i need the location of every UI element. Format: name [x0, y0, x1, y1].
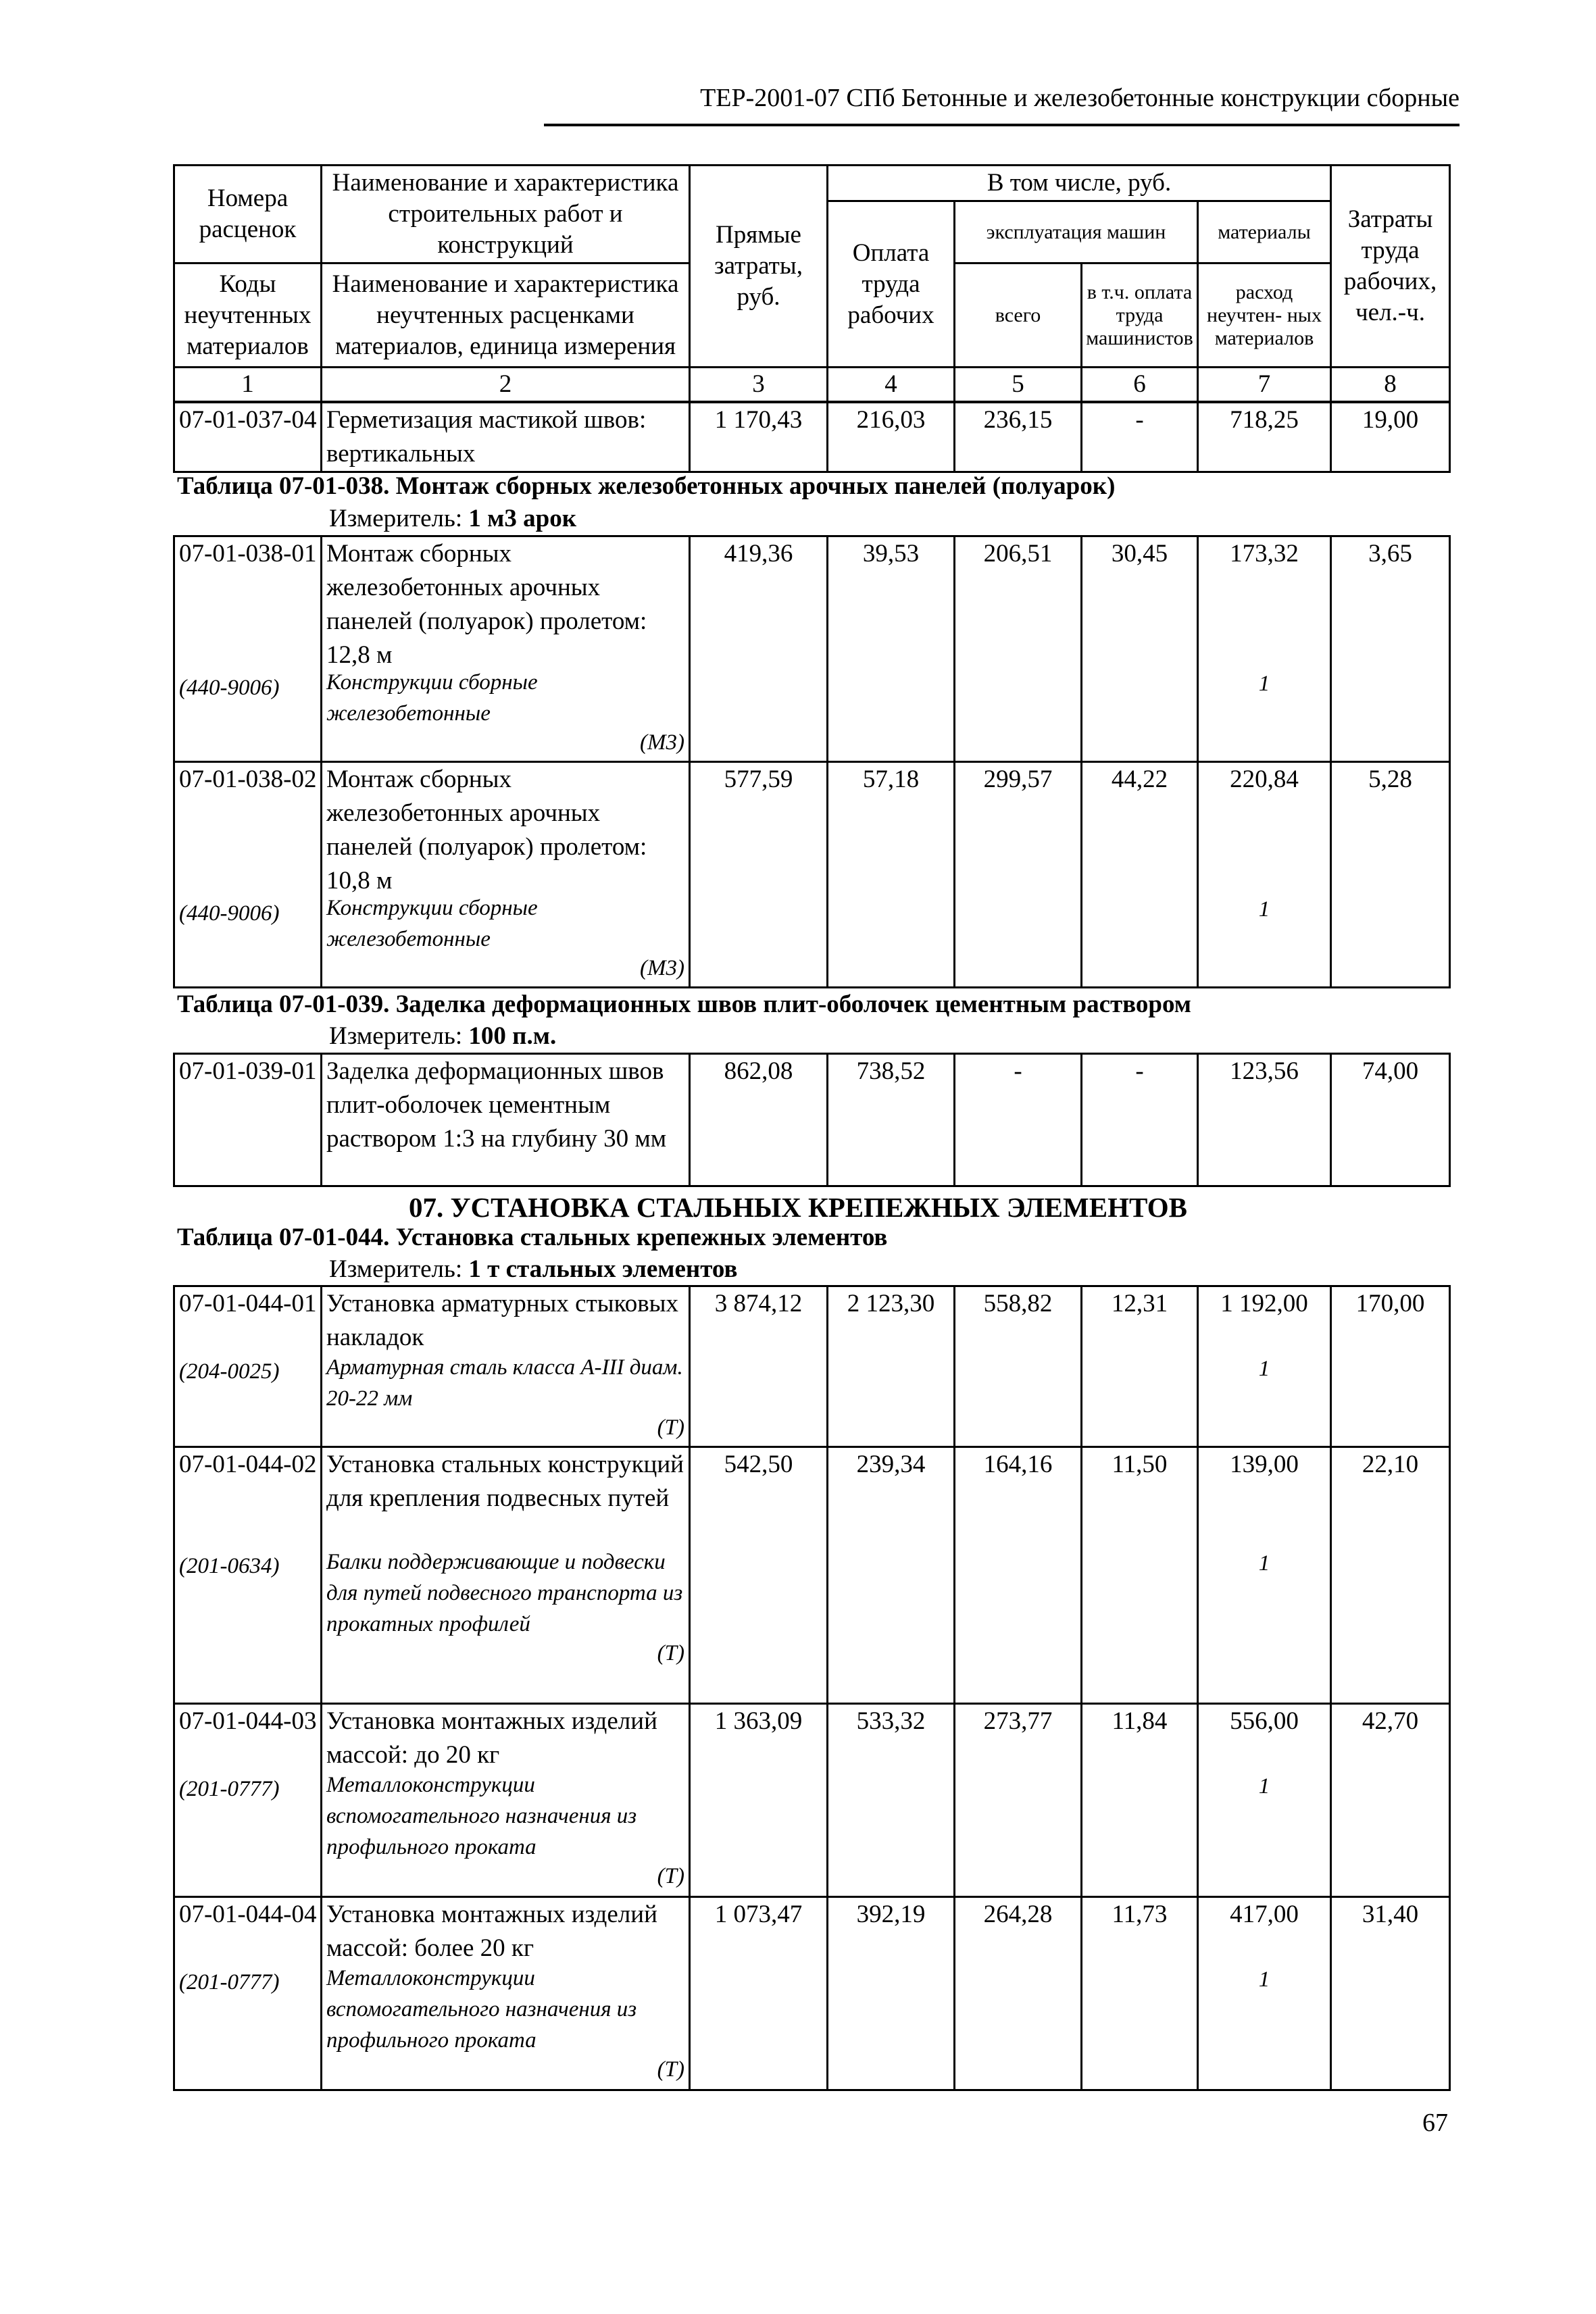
- material-name: Конструкции сборные железобетонные: [326, 670, 538, 726]
- labor-cost: 39,53: [828, 536, 955, 762]
- material-quantity: 1: [1258, 1357, 1270, 1381]
- material-quantity: 1: [1258, 1967, 1270, 1992]
- machines-cost: 558,82: [955, 1286, 1082, 1447]
- col8-header: Затраты труда рабочих, чел.-ч.: [1331, 166, 1450, 368]
- col6-header: в т.ч. оплата труда машинистов: [1082, 263, 1198, 368]
- material-name: Арматурная сталь класса А-III диам. 20-22 мм: [326, 1355, 683, 1411]
- labor-cost: 2 123,30: [828, 1286, 955, 1447]
- direct-cost: 419,36: [690, 536, 828, 762]
- rate-code: 07-01-039-01: [174, 1054, 322, 1186]
- table-row: [174, 1054, 1450, 1186]
- measure-value: 1 т стальных элементов: [468, 1255, 738, 1283]
- material-quantity: 1: [1258, 672, 1270, 696]
- rate-code: 07-01-044-02: [179, 1451, 317, 1478]
- rate-name: Монтаж сборных железобетонных арочных панелей (полуарок) пролетом: 12,8 м: [326, 540, 647, 669]
- material-quantity: 1: [1258, 897, 1270, 922]
- direct-cost: 862,08: [690, 1054, 828, 1186]
- material-quantity: 1: [1258, 1551, 1270, 1576]
- materials-cost: 417,00: [1230, 1901, 1299, 1928]
- materials-header: материалы: [1198, 201, 1331, 263]
- materials-cost: 173,32: [1230, 540, 1299, 568]
- material-code: (201-0777): [179, 1777, 280, 1801]
- material-unit: (Т): [657, 1864, 684, 1888]
- labor-cost: 57,18: [828, 762, 955, 988]
- labor-cost: 533,32: [828, 1704, 955, 1897]
- rate-table-044: [173, 1285, 1451, 2091]
- machines-header: эксплуатация машин: [955, 201, 1198, 263]
- labor-hours: 31,40: [1331, 1897, 1450, 2090]
- material-quantity: 1: [1258, 1774, 1270, 1799]
- materials-cost: 1 192,00: [1220, 1290, 1308, 1317]
- measure-label: Измеритель:: [329, 1022, 463, 1050]
- table-row: [174, 1286, 1450, 1447]
- rate-code: 07-01-037-04: [174, 403, 322, 472]
- col1-bottom-header: Коды неучтенных материалов: [174, 263, 322, 368]
- labor-hours: 5,28: [1331, 762, 1450, 988]
- rate-name: Заделка деформационных швов плит-оболочек цементным раствором 1:3 на глубину 30 мм: [322, 1054, 690, 1186]
- materials-cost: 139,00: [1230, 1451, 1299, 1478]
- direct-cost: 1 073,47: [690, 1897, 828, 2090]
- col-number: 2: [322, 368, 690, 402]
- column-header-table: [173, 164, 1451, 403]
- table-row: [174, 762, 1450, 988]
- material-code: (201-0777): [179, 1970, 280, 1994]
- materials-cost: 718,25: [1198, 403, 1331, 472]
- machinists-cost: 12,31: [1082, 1286, 1198, 1447]
- labor-cost: 239,34: [828, 1447, 955, 1704]
- direct-cost: 542,50: [690, 1447, 828, 1704]
- measure-label: Измеритель:: [329, 1255, 463, 1283]
- labor-hours: 42,70: [1331, 1704, 1450, 1897]
- materials-cost: 556,00: [1230, 1707, 1299, 1735]
- rate-name: Установка стальных конструкций для крепления подвесных путей: [326, 1451, 684, 1512]
- table-row: [174, 1897, 1450, 2090]
- machines-cost: 236,15: [955, 403, 1082, 472]
- material-name: Металлоконструкции вспомогательного назначения из профильного проката: [326, 1773, 637, 1859]
- machinists-cost: 11,73: [1082, 1897, 1198, 2090]
- material-code: (201-0634): [179, 1554, 280, 1578]
- direct-cost: 3 874,12: [690, 1286, 828, 1447]
- col-number: 1: [174, 368, 322, 402]
- material-name: Балки поддерживающие и подвески для путей подвесного транспорта из прокатных профилей: [326, 1550, 683, 1636]
- col-number: 5: [955, 368, 1082, 402]
- machinists-cost: 44,22: [1082, 762, 1198, 988]
- labor-cost: 392,19: [828, 1897, 955, 2090]
- col1-top-header: Номера расценок: [174, 166, 322, 263]
- material-unit: (Т): [657, 1641, 684, 1665]
- labor-hours: 19,00: [1331, 403, 1450, 472]
- material-code: (204-0025): [179, 1359, 280, 1384]
- machines-cost: 273,77: [955, 1704, 1082, 1897]
- labor-hours: 22,10: [1331, 1447, 1450, 1704]
- material-unit: (Т): [657, 1415, 684, 1440]
- labor-cost: 216,03: [828, 403, 955, 472]
- direct-cost: 1 363,09: [690, 1704, 828, 1897]
- col-number: 7: [1198, 368, 1331, 402]
- rate-code: 07-01-038-02: [179, 765, 317, 793]
- col-number: 3: [690, 368, 828, 402]
- rate-code: 07-01-044-04: [179, 1901, 317, 1928]
- rate-table-038: [173, 535, 1451, 988]
- table-row: [174, 536, 1450, 762]
- direct-cost: 577,59: [690, 762, 828, 988]
- page-number: 67: [1422, 2109, 1448, 2137]
- rate-table-037: [173, 401, 1451, 473]
- col-number: 6: [1082, 368, 1198, 402]
- material-unit: (Т): [657, 2057, 684, 2082]
- col-number: 8: [1331, 368, 1450, 402]
- rate-name: Герметизация мастикой швов: вертикальных: [322, 403, 690, 472]
- measure-unit: [329, 1255, 737, 1284]
- measure-unit: [329, 504, 576, 534]
- including-header: В том числе, руб.: [828, 166, 1331, 201]
- rate-name: Установка монтажных изделий массой: более 20 кг: [326, 1901, 657, 1962]
- measure-unit: [329, 1022, 556, 1051]
- machinists-cost: 11,84: [1082, 1704, 1198, 1897]
- labor-hours: 170,00: [1331, 1286, 1450, 1447]
- material-name: Конструкции сборные железобетонные: [326, 896, 538, 951]
- rate-name: Установка монтажных изделий массой: до 20 кг: [326, 1707, 657, 1769]
- machines-cost: -: [955, 1054, 1082, 1186]
- rate-code: 07-01-044-03: [179, 1707, 317, 1735]
- labor-cost: 738,52: [828, 1054, 955, 1186]
- table-row: [174, 1447, 1450, 1704]
- table-row: [174, 1704, 1450, 1897]
- measure-label: Измеритель:: [329, 505, 463, 532]
- material-code: (440-9006): [179, 676, 280, 700]
- col2-bottom-header: Наименование и характеристика неучтенных расценками материалов, единица измерения: [322, 263, 690, 368]
- header-rule: [544, 124, 1460, 126]
- machinists-cost: -: [1082, 403, 1198, 472]
- machines-cost: 264,28: [955, 1897, 1082, 2090]
- table-row: [174, 403, 1450, 472]
- direct-cost: 1 170,43: [690, 403, 828, 472]
- section-title: 07. УСТАНОВКА СТАЛЬНЫХ КРЕПЕЖНЫХ ЭЛЕМЕНТОВ: [408, 1192, 1188, 1223]
- table-caption: Таблица 07-01-039. Заделка деформационных швов плит-оболочек цементным раствором: [177, 990, 1191, 1018]
- measure-value: 100 п.м.: [468, 1022, 557, 1050]
- machinists-cost: 30,45: [1082, 536, 1198, 762]
- material-unit: (М3): [640, 730, 684, 755]
- machines-cost: 206,51: [955, 536, 1082, 762]
- labor-hours: 3,65: [1331, 536, 1450, 762]
- measure-value: 1 м3 арок: [468, 505, 577, 532]
- machinists-cost: -: [1082, 1054, 1198, 1186]
- col-number: 4: [828, 368, 955, 402]
- col7-header: расход неучтен- ных материалов: [1198, 263, 1331, 368]
- table-caption: Таблица 07-01-038. Монтаж сборных железобетонных арочных панелей (полуарок): [177, 472, 1116, 500]
- materials-cost: 220,84: [1230, 765, 1299, 793]
- material-unit: (М3): [640, 956, 684, 980]
- col4-header: Оплата труда рабочих: [828, 201, 955, 368]
- rate-code: 07-01-044-01: [179, 1290, 317, 1317]
- rate-table-039: [173, 1053, 1451, 1187]
- running-header: ТЕР-2001-07 СПб Бетонные и железобетонные конструкции сборные: [700, 84, 1460, 112]
- col2-top-header: Наименование и характеристика строительных работ и конструкций: [322, 166, 690, 263]
- machinists-cost: 11,50: [1082, 1447, 1198, 1704]
- rate-code: 07-01-038-01: [179, 540, 317, 568]
- machines-cost: 299,57: [955, 762, 1082, 988]
- labor-hours: 74,00: [1331, 1054, 1450, 1186]
- col5-header: всего: [955, 263, 1082, 368]
- rate-name: Монтаж сборных железобетонных арочных панелей (полуарок) пролетом: 10,8 м: [326, 765, 647, 895]
- materials-cost: 123,56: [1198, 1054, 1331, 1186]
- rate-name: Установка арматурных стыковых накладок: [326, 1290, 679, 1351]
- material-code: (440-9006): [179, 901, 280, 926]
- col3-header: Прямые затраты, руб.: [690, 166, 828, 368]
- machines-cost: 164,16: [955, 1447, 1082, 1704]
- material-name: Металлоконструкции вспомогательного назначения из профильного проката: [326, 1966, 637, 2053]
- table-caption: Таблица 07-01-044. Установка стальных крепежных элементов: [177, 1224, 888, 1251]
